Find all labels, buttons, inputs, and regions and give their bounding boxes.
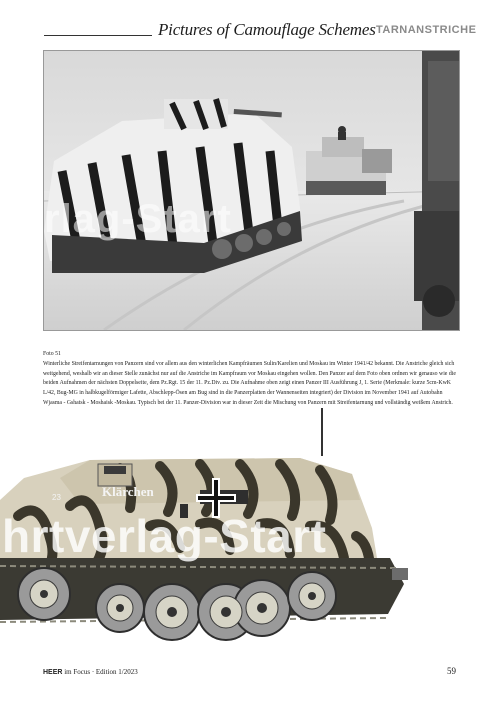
- header-rule: [44, 35, 152, 36]
- watermark: hrtverlag-Start: [2, 510, 327, 562]
- footer-publication: im Focus · Edition 1/2023: [62, 668, 138, 676]
- hull-number: 23: [52, 493, 61, 502]
- vehicle-name: Klärchen: [102, 484, 154, 499]
- watermark: rlag-Start: [44, 197, 232, 241]
- footer: [43, 668, 138, 676]
- tank-photo-image: [44, 51, 459, 330]
- photo-caption: [43, 350, 461, 409]
- page-title: Pictures of Camouflage Schemes: [158, 20, 376, 39]
- page-number: 59: [447, 666, 456, 676]
- footer-brand: HEER: [43, 669, 63, 676]
- caption-text: Winterliche Streifentarnungen von Panzern sind vor allem aus den winterlichen Kampfräumen Sulin/Karelien und Moskau im Winter 1941/42 bekannt. Die Anstriche gleich sich weitgehend, weshalb wir an dieser Stelle zunächst nur auf die Anstriche im Kampfraum vor Moskau eingehen wollen. Den Panzer auf dem Foto oben ordnen wir genauso wie die beiden Aufnahmen der nächsten Doppelseite, dem Pz.Rgt. 15 der 11. Pz.Div. zu. Die Aufnahme oben zeigt einen Panzer III Ausführung J, 1. Serie (Merkmale: kurze 5cm-KwK L/42, Bug-MG in halbkugelförmiger Lafette, Abschlepp-Ösen am Bug sind in die Panzerplatten der Wannenseiten integriert) der Division im November 1941 auf Autobahn Wjasma - Gshatsk - Moshaisk -Moskau. Typisch bei der 11. Panzer-Division war in dieser Zeit die Mischung von Panzern mit Streifentarnung und vollständig weißem Anstrich.: [43, 360, 456, 406]
- section-tag: TARNANSTRICHE: [376, 24, 477, 36]
- winter-tank-photo: [43, 50, 460, 331]
- figure-number: Foto 51: [43, 351, 61, 357]
